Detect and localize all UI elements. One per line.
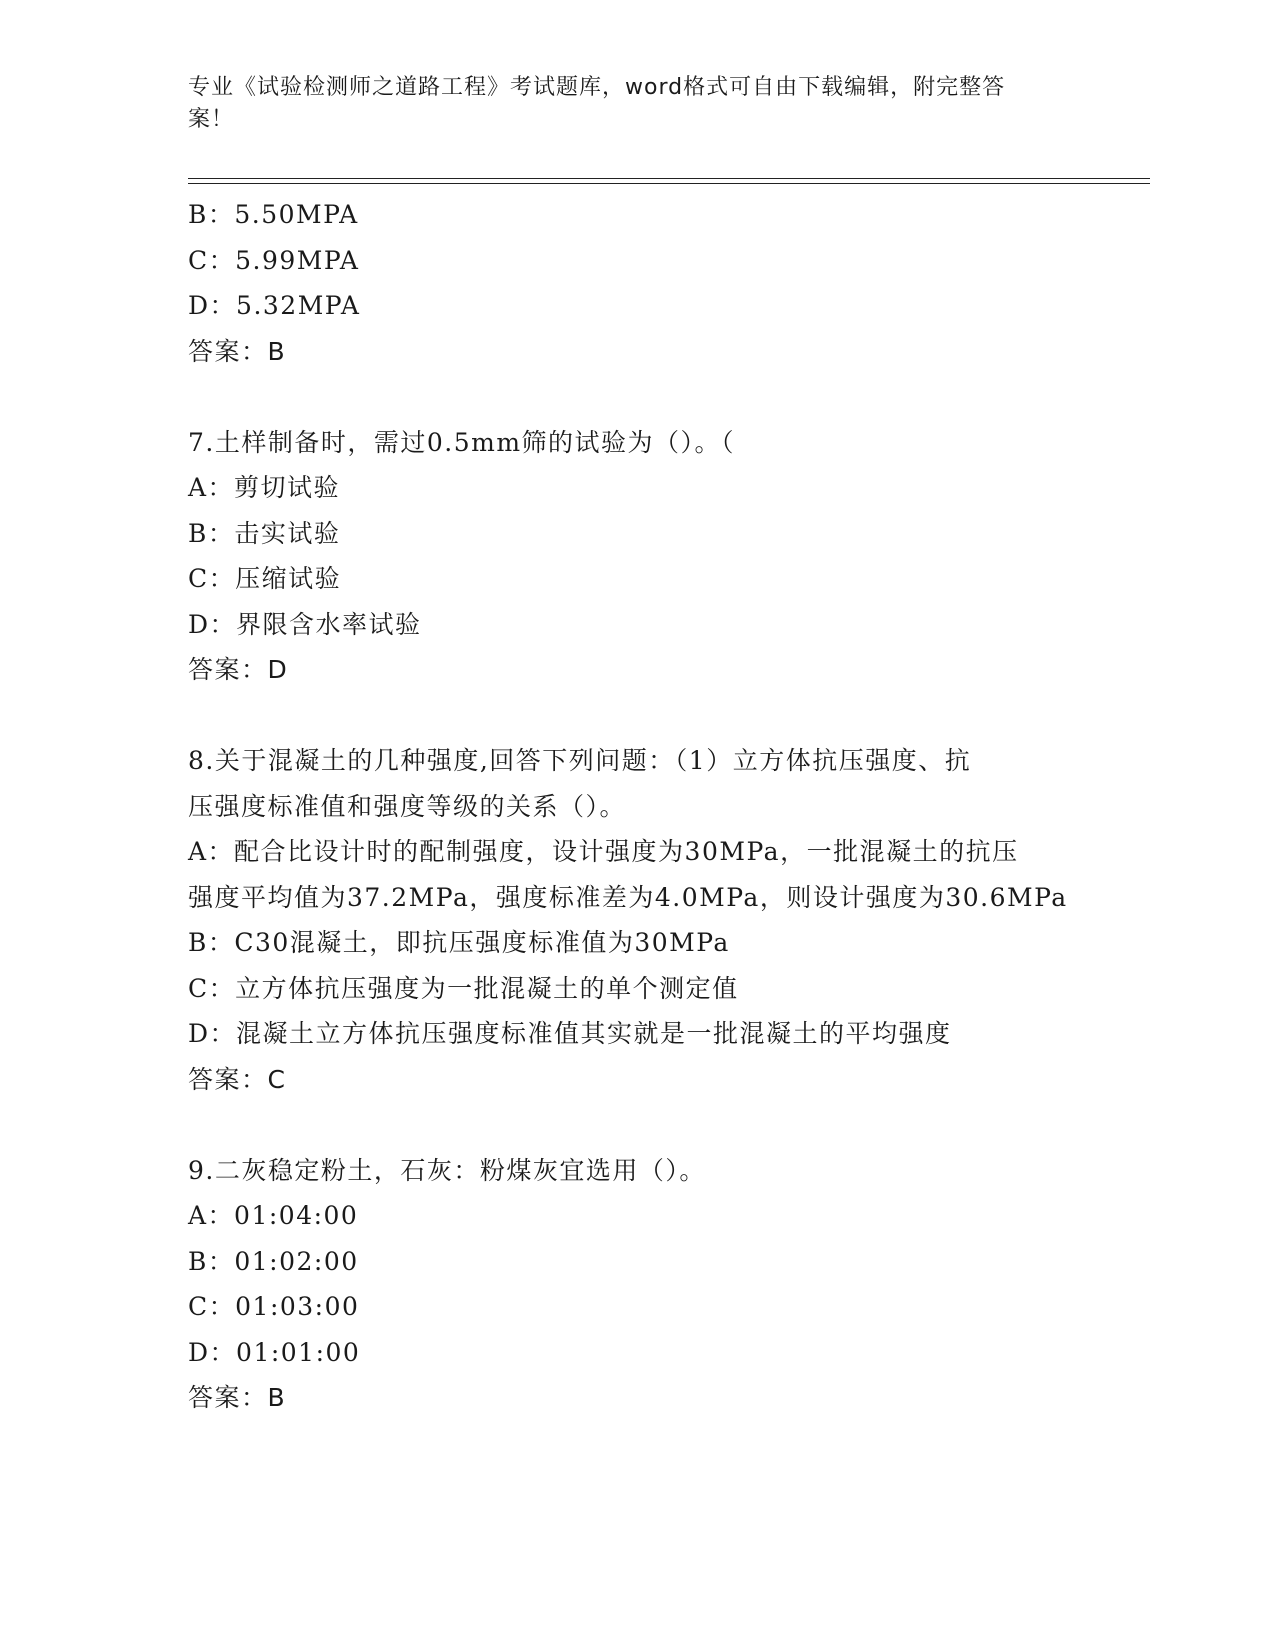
question-block-8 — [188, 738, 1088, 1102]
question-block-continued — [188, 192, 1088, 374]
option-b: B：击实试验 — [188, 518, 341, 548]
option-d: D：界限含水率试验 — [188, 609, 422, 639]
option-b: B：01:02:00 — [188, 1246, 359, 1276]
question-stem: 压强度标准值和强度等级的关系（）。 — [188, 791, 627, 821]
option-c: C：01:03:00 — [188, 1292, 360, 1321]
question-stem: 9.二灰稳定粉土，石灰：粉煤灰宜选用（）。 — [188, 1155, 706, 1185]
option-c: C：5.99MPA — [188, 245, 360, 275]
answer-line: 答案：B — [188, 1383, 287, 1412]
option-a: A：01:04:00 — [188, 1201, 359, 1230]
option-a-continued: 强度平均值为37.2MPa，强度标准差为4.0MPa，则设计强度为30.6MPa — [188, 882, 1068, 912]
option-a: A：配合比设计时的配制强度，设计强度为30MPa，一批混凝土的抗压 — [188, 837, 1019, 866]
header-divider — [188, 178, 1150, 179]
option-c: C：立方体抗压强度为一批混凝土的单个测定值 — [188, 973, 739, 1003]
question-block-9 — [188, 1148, 1088, 1421]
header-line: 案！ — [188, 107, 235, 132]
option-a: A：剪切试验 — [188, 473, 341, 502]
spacer — [188, 374, 1088, 420]
option-d: D：01:01:00 — [188, 1337, 361, 1367]
spacer — [188, 693, 1088, 739]
header-line: 专业《试验检测师之道路工程》考试题库，word格式可自由下载编辑，附完整答 — [188, 75, 1006, 100]
option-c: C：压缩试验 — [188, 564, 342, 593]
header-divider — [188, 183, 1150, 184]
option-d: D：混凝土立方体抗压强度标准值其实就是一批混凝土的平均强度 — [188, 1019, 952, 1048]
answer-line: 答案：D — [188, 655, 289, 684]
question-list — [188, 192, 1088, 1421]
question-stem: 8.关于混凝土的几种强度,回答下列问题：（1）立方体抗压强度、抗 — [188, 746, 972, 775]
answer-line: 答案：C — [188, 1064, 287, 1094]
question-stem: 7.土样制备时，需过0.5mm筛的试验为（）。（ — [188, 427, 736, 457]
answer-line: 答案：B — [188, 336, 287, 366]
question-block-7 — [188, 420, 1088, 693]
option-b: B：C30混凝土，即抗压强度标准值为30MPa — [188, 928, 730, 957]
spacer — [188, 1102, 1088, 1148]
option-b: B：5.50MPA — [188, 200, 359, 229]
option-d: D：5.32MPA — [188, 291, 361, 320]
document-header — [188, 72, 1068, 136]
